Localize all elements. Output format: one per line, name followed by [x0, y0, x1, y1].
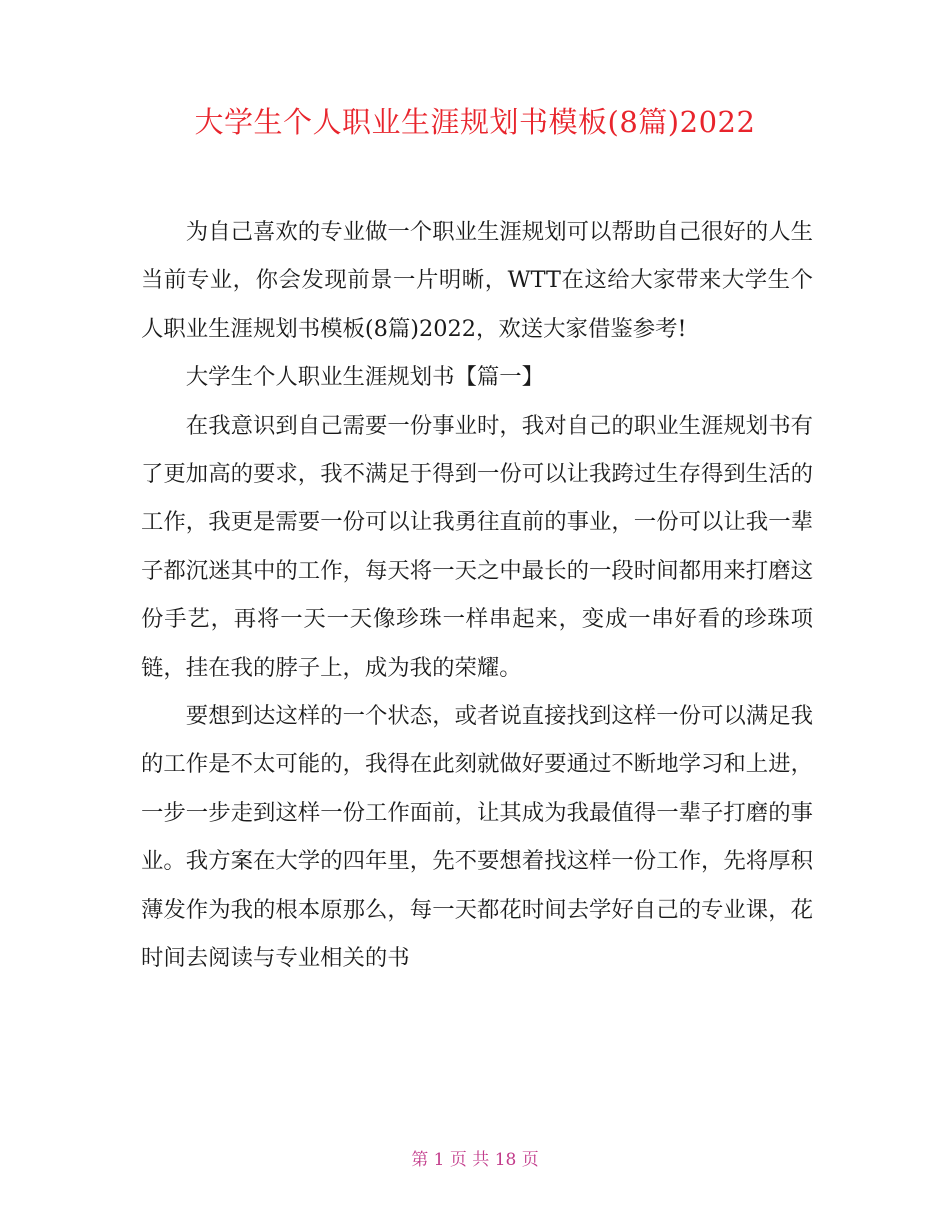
- body-paragraph: 在我意识到自己需要一份事业时，我对自己的职业生涯规划书有了更加高的要求，我不满足于得到一份可以让我跨过生存得到生活的工作，我更是需要一份可以让我勇往直前的事业，一份可以让我一辈子都沉迷其中的工作，每天将一天之中最长的一段时间都用来打磨这份手艺，再将一天一天像珍珠一样串起来，变成一串好看的珍珠项链，挂在我的脖子上，成为我的荣耀。: [141, 412, 813, 681]
- document-body: [141, 208, 813, 983]
- page-number-footer: 第 1 页 共 18 页: [411, 1150, 539, 1170]
- intro-paragraph: 为自己喜欢的专业做一个职业生涯规划可以帮助自己很好的人生当前专业，你会发现前景一片明晰，WTT在这给大家带来大学生个人职业生涯规划书模板(8篇)2022，欢送大家借鉴参考!: [141, 219, 813, 342]
- body-paragraph: 要想到达这样的一个状态，或者说直接找到这样一份可以满足我的工作是不太可能的，我得在此刻就做好要通过不断地学习和上进，一步一步走到这样一份工作面前，让其成为我最值得一辈子打磨的事业。我方案在大学的四年里，先不要想着找这样一份工作，先将厚积薄发作为我的根本原那么，每一天都花时间去学好自己的专业课，花时间去阅读与专业相关的书: [141, 703, 813, 972]
- section-heading: 大学生个人职业生涯规划书【篇一】: [185, 364, 545, 391]
- document-title: 大学生个人职业生涯规划书模板(8篇)2022: [194, 105, 756, 139]
